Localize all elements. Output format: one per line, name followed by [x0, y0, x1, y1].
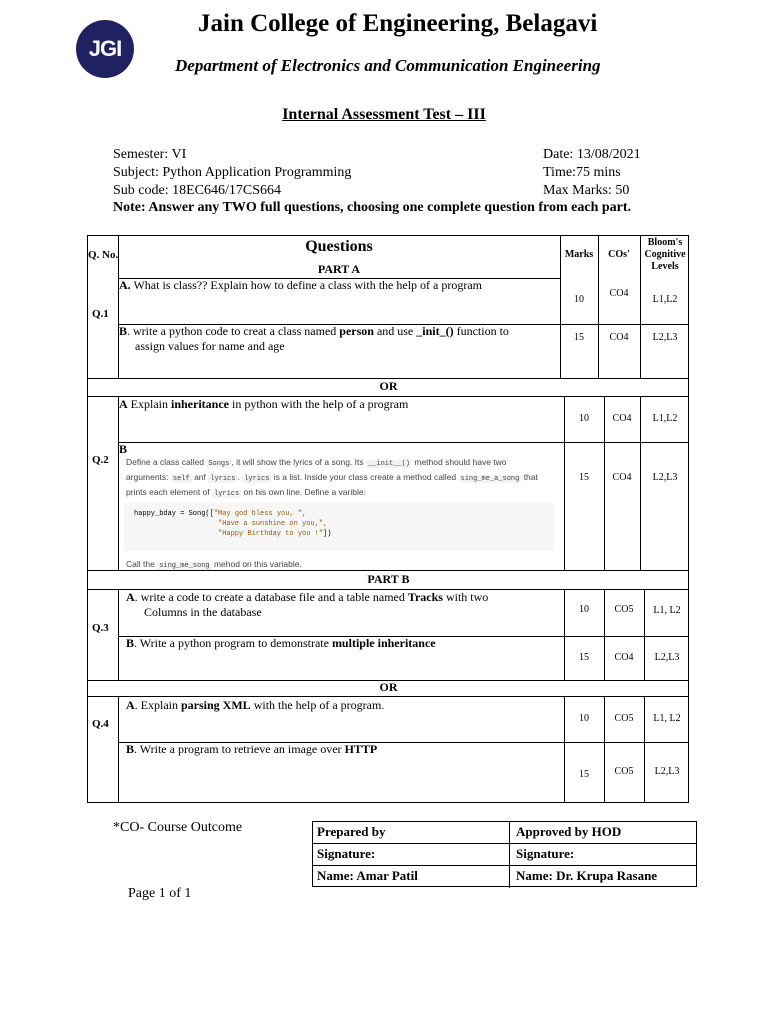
semester: Semester: VI	[113, 147, 187, 162]
question-table	[87, 235, 689, 803]
header-cos: COs'	[608, 249, 630, 260]
q4-b-level: L2,L3	[654, 766, 680, 777]
signature-right: Signature:	[516, 846, 575, 861]
q1-b-co: CO4	[609, 332, 629, 343]
part-a-label: PART A	[317, 262, 361, 276]
q3-b-level: L2,L3	[654, 652, 680, 663]
header-blooms-line1: Bloom's	[647, 237, 683, 248]
name-left: Name: Amar Patil	[317, 868, 418, 883]
or-separator-1: OR	[379, 379, 398, 393]
header-questions: Questions	[305, 238, 373, 255]
q4-a-level: L1, L2	[653, 713, 681, 724]
q3-a-level: L1, L2	[653, 605, 681, 616]
or-separator-2: OR	[379, 680, 398, 694]
divider	[604, 589, 605, 680]
q2-a-level: L1,L2	[652, 413, 678, 424]
q2-b-marks: 15	[579, 472, 589, 483]
q1-a-co: CO4	[609, 288, 629, 299]
instructions-note: Note: Answer any TWO full questions, choosing one complete question from each part.	[113, 200, 632, 215]
q3-a-marks: 10	[579, 604, 589, 615]
page-number: Page 1 of 1	[128, 886, 192, 901]
signature-left: Signature:	[317, 846, 376, 861]
q4-a-co: CO5	[614, 713, 634, 724]
q3-label: Q.3	[92, 622, 109, 634]
q2-code-block: happy_bday = Song(["May god bless you, ", "Have a sunshine on you,", "Happy Birthday to you !"])	[124, 503, 554, 551]
logo-text: JGI	[88, 36, 122, 61]
max-marks: Max Marks: 50	[543, 183, 630, 198]
header-blooms-line3: Levels	[651, 261, 679, 272]
co-footnote: *CO- Course Outcome	[113, 820, 243, 835]
college-logo	[76, 20, 134, 78]
q4-a-marks: 10	[579, 713, 589, 724]
approved-by-label: Approved by HOD	[516, 824, 622, 839]
q1-a-text: A. What is class?? Explain how to define a class with the help of a program	[119, 278, 483, 292]
q1-b-marks: 15	[574, 332, 584, 343]
q2-a-text: A Explain inheritance in python with the help of a program	[119, 397, 409, 411]
q2-b-prefix: B	[119, 442, 128, 456]
q4-b-co: CO5	[614, 766, 634, 777]
q2-b-level: L2,L3	[652, 472, 678, 483]
q3-b-marks: 15	[579, 652, 589, 663]
q3-b-co: CO4	[614, 652, 634, 663]
header-marks: Marks	[564, 249, 594, 260]
time: Time:75 mins	[543, 165, 621, 180]
divider	[118, 396, 119, 570]
q2-label: Q.2	[92, 454, 109, 466]
q3-a-text: A. write a code to create a database file and a table named Tracks with two Columns in the database	[126, 590, 489, 619]
q3-a-co: CO5	[614, 604, 634, 615]
divider	[644, 589, 645, 680]
department-name: Department of Electronics and Communication Engineering	[175, 56, 601, 75]
q4-label: Q.4	[92, 718, 109, 730]
header-blooms	[640, 237, 690, 273]
q1-a-level: L1,L2	[652, 294, 678, 305]
q1-b-level: L2,L3	[652, 332, 678, 343]
name-right: Name: Dr. Krupa Rasane	[516, 868, 658, 883]
q4-b-marks: 15	[579, 769, 589, 780]
q2-b-co: CO4	[612, 472, 632, 483]
signature-table	[312, 821, 697, 887]
date: Date: 13/08/2021	[543, 147, 641, 162]
q4-b-text: B. Write a program to retrieve an image over HTTP	[126, 742, 378, 756]
divider	[118, 696, 119, 803]
college-name: Jain College of Engineering, Belagavi	[198, 10, 598, 37]
q2-a-marks: 10	[579, 413, 589, 424]
sub-code: Sub code: 18EC646/17CS664	[113, 183, 282, 198]
test-title: Internal Assessment Test – III	[282, 106, 486, 123]
part-b-label: PART B	[367, 572, 410, 586]
q1-a-marks: 10	[574, 294, 584, 305]
prepared-by-label: Prepared by	[317, 824, 386, 839]
divider	[88, 696, 689, 697]
q1-b-text: B. write a python code to creat a class named person and use _init_() function to assign values for name and age	[119, 324, 509, 353]
q2-b-text: Define a class called Songs , it will show the lyrics of a song. Its __init__() method should have two arguments: self anf lyrics . lyrics is a list. Inside your class create a method called sing_me_a_song that prints each element of lyrics on his own line. Define a varible:	[126, 457, 538, 498]
q3-b-text: B. Write a python program to demonstrate multiple inheritance	[126, 636, 436, 650]
q4-a-text: A. Explain parsing XML with the help of a program.	[126, 698, 385, 712]
divider	[564, 589, 565, 680]
q2-b-call-text: Call the sing_me_song mehod on this variable.	[126, 559, 302, 570]
subject: Subject: Python Application Programming	[113, 165, 352, 180]
header-blooms-line2: Cognitive	[644, 249, 686, 260]
divider	[118, 589, 119, 680]
header-qno: Q. No.	[88, 249, 119, 261]
q1-label: Q.1	[92, 308, 109, 320]
q2-a-co: CO4	[612, 413, 632, 424]
